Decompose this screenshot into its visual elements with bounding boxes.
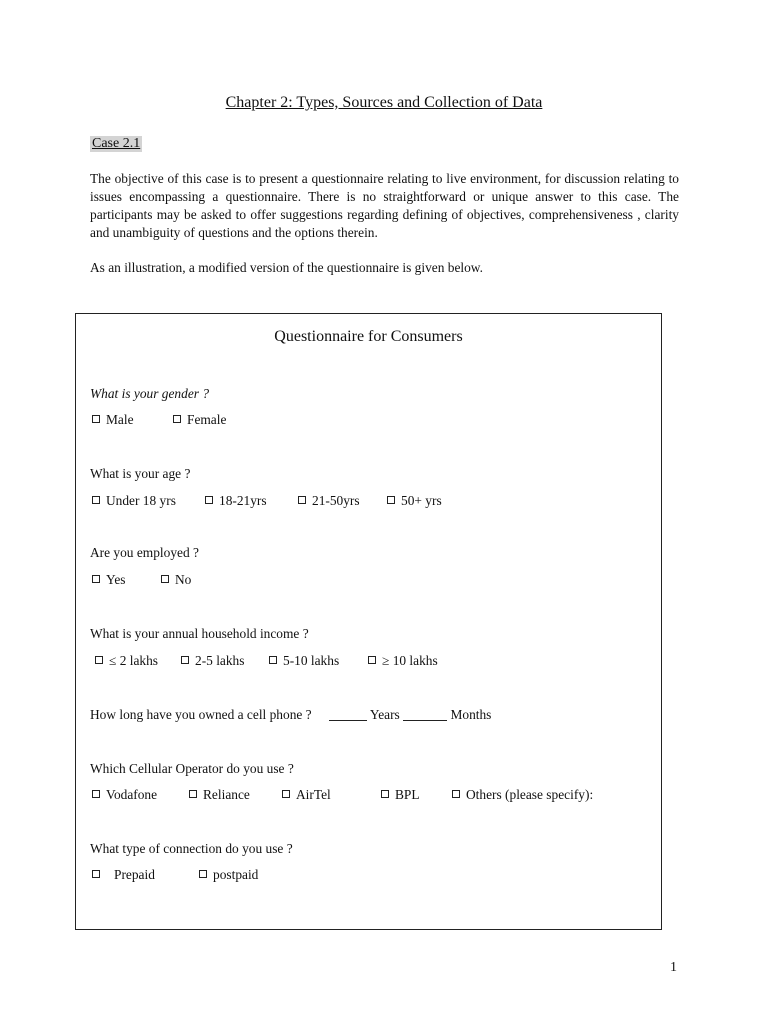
months-input[interactable] [403, 708, 447, 721]
questionnaire-title: Questionnaire for Consumers [274, 328, 463, 345]
questionnaire-box [75, 313, 662, 930]
connection-option-postpaid[interactable]: postpaid [199, 867, 258, 883]
years-input[interactable] [329, 708, 367, 721]
income-option-le-2[interactable]: ≤ 2 lakhs [95, 653, 158, 669]
checkbox-icon[interactable] [269, 656, 277, 664]
case-label: Case 2.1 [92, 136, 141, 151]
employed-option-yes[interactable]: Yes [92, 572, 125, 588]
checkbox-icon[interactable] [181, 656, 189, 664]
months-label: Months [450, 707, 492, 722]
operator-question: Which Cellular Operator do you use ? [90, 761, 294, 776]
operator-option-vodafone[interactable]: Vodafone [92, 787, 157, 803]
checkbox-icon[interactable] [205, 496, 213, 504]
checkbox-icon[interactable] [95, 656, 103, 664]
age-option-18-21[interactable]: 18-21yrs [205, 493, 267, 509]
connection-question: What type of connection do you use ? [90, 841, 293, 856]
intro-paragraph: The objective of this case is to present a questionnaire relating to live environment, for discussion relating to issues encompassing a questionnaire. There is no straightforward or unique answer to this case. The participants may be asked to offer suggestions regarding defining of objectives, comprehensiveness , clarity and unambiguity of questions and the options therein. [90, 171, 679, 240]
checkbox-icon[interactable] [189, 790, 197, 798]
checkbox-icon[interactable] [161, 575, 169, 583]
income-option-2-5[interactable]: 2-5 lakhs [181, 653, 244, 669]
cell-phone-question: How long have you owned a cell phone ? [90, 707, 312, 722]
connection-option-prepaid[interactable]: Prepaid [92, 867, 155, 883]
gender-option-male[interactable]: Male [92, 412, 134, 428]
gender-option-female[interactable]: Female [173, 412, 226, 428]
checkbox-icon[interactable] [381, 790, 389, 798]
checkbox-icon[interactable] [92, 790, 100, 798]
gender-question: What is your gender ? [90, 386, 210, 401]
checkbox-icon[interactable] [452, 790, 460, 798]
checkbox-icon[interactable] [199, 870, 207, 878]
age-option-21-50[interactable]: 21-50yrs [298, 493, 360, 509]
checkbox-icon[interactable] [282, 790, 290, 798]
income-option-ge-10[interactable]: ≥ 10 lakhs [368, 653, 438, 669]
cell-phone-row [90, 707, 491, 723]
illustration-text: As an illustration, a modified version of the questionnaire is given below. [90, 260, 483, 275]
age-option-under-18[interactable]: Under 18 yrs [92, 493, 176, 509]
years-label: Years [369, 707, 400, 722]
checkbox-icon[interactable] [173, 415, 181, 423]
checkbox-icon[interactable] [92, 870, 100, 878]
chapter-title: Chapter 2: Types, Sources and Collection of Data [225, 94, 543, 111]
operator-option-airtel[interactable]: AirTel [282, 787, 331, 803]
income-option-5-10[interactable]: 5-10 lakhs [269, 653, 339, 669]
checkbox-icon[interactable] [387, 496, 395, 504]
operator-option-others[interactable]: Others (please specify): [452, 787, 593, 803]
income-question: What is your annual household income ? [90, 626, 309, 641]
checkbox-icon[interactable] [92, 575, 100, 583]
checkbox-icon[interactable] [368, 656, 376, 664]
employed-option-no[interactable]: No [161, 572, 191, 588]
operator-option-bpl[interactable]: BPL [381, 787, 420, 803]
age-question: What is your age ? [90, 466, 191, 481]
age-option-50-plus[interactable]: 50+ yrs [387, 493, 442, 509]
checkbox-icon[interactable] [92, 496, 100, 504]
checkbox-icon[interactable] [92, 415, 100, 423]
operator-option-reliance[interactable]: Reliance [189, 787, 250, 803]
page-number: 1 [670, 960, 677, 975]
employed-question: Are you employed ? [90, 545, 199, 560]
checkbox-icon[interactable] [298, 496, 306, 504]
